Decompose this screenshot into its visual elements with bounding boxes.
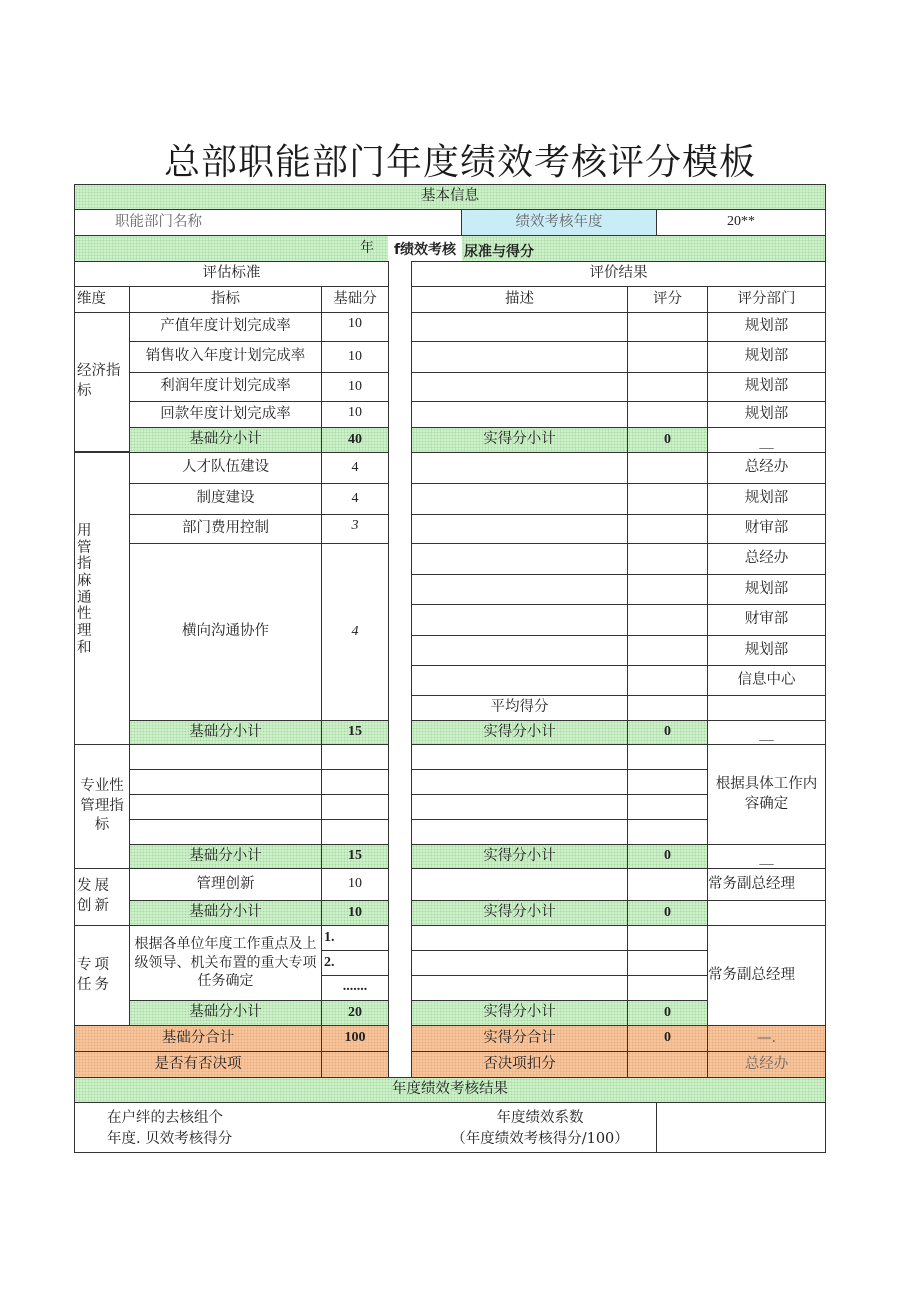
economic-actual: 0 — [627, 427, 708, 453]
professional-indicator[interactable] — [129, 794, 322, 820]
management-actual: 0 — [627, 720, 708, 745]
economic-base: 10 — [321, 312, 389, 342]
economic-score[interactable] — [627, 312, 708, 342]
economic-dept: 规划部 — [707, 312, 826, 342]
innovation-dept-blank — [707, 900, 826, 926]
result-right-text — [440, 1108, 640, 1150]
professional-actual: 0 — [627, 844, 708, 869]
economic-score[interactable] — [627, 341, 708, 373]
economic-base: 10 — [321, 401, 389, 428]
communication-score[interactable] — [627, 574, 708, 605]
economic-description[interactable] — [411, 372, 628, 402]
column-gap — [388, 261, 412, 1078]
professional-score[interactable] — [627, 794, 708, 820]
eval-result-header: 评价结果 — [411, 261, 826, 287]
innovation-actual-label: 实得分小计 — [411, 900, 628, 926]
innovation-dept: 常务副总经理 — [707, 868, 826, 901]
veto-deduct-label: 否决项扣分 — [411, 1051, 628, 1078]
management-dimension-char: 管 — [77, 539, 92, 556]
year-value: 20** — [656, 209, 826, 236]
scoring-dept-header: 评分部门 — [707, 286, 826, 313]
communication-score[interactable] — [627, 665, 708, 696]
special-item: ....... — [321, 975, 389, 1001]
economic-indicator: 产值年度计划完成率 — [129, 312, 322, 342]
professional-actual-label: 实得分小计 — [411, 844, 628, 869]
professional-indicator[interactable] — [129, 769, 322, 795]
professional-description[interactable] — [411, 794, 628, 820]
innovation-actual: 0 — [627, 900, 708, 926]
management-description[interactable] — [411, 452, 628, 484]
actual-total: 0 — [627, 1025, 708, 1052]
description-header: 描述 — [411, 286, 628, 313]
innovation-description[interactable] — [411, 868, 628, 901]
veto-deduct-value[interactable] — [627, 1051, 708, 1078]
veto-value[interactable] — [321, 1051, 389, 1078]
professional-description[interactable] — [411, 819, 628, 845]
management-indicator: 部门费用控制 — [129, 514, 322, 544]
professional-dimension: 专业性管理指标 — [74, 744, 130, 869]
average-score-dept — [707, 695, 826, 721]
management-subtotal: 15 — [321, 720, 389, 745]
innovation-dimension: 发展创新 — [74, 868, 130, 926]
management-score[interactable] — [627, 514, 708, 544]
veto-dept: 总经办 — [707, 1051, 826, 1078]
standard-header-mid: f绩效考核 — [388, 236, 462, 261]
economic-dash: __ — [707, 427, 826, 453]
page-title: 总部职能部门年度绩效考核评分模板 — [163, 142, 756, 183]
base-total: 100 — [321, 1025, 389, 1052]
economic-score[interactable] — [627, 401, 708, 428]
management-base: 4 — [321, 483, 389, 515]
special-subtotal: 20 — [321, 1000, 389, 1026]
economic-subtotal-label: 基础分小计 — [129, 427, 322, 453]
management-actual-label: 实得分小计 — [411, 720, 628, 745]
professional-base[interactable] — [321, 744, 389, 770]
dept-name-label: 职能部门名称 — [74, 209, 462, 236]
professional-base[interactable] — [321, 819, 389, 845]
dimension-header: 维度 — [74, 286, 130, 313]
management-dept: 总经办 — [707, 452, 826, 484]
management-dept: 规划部 — [707, 483, 826, 515]
communication-score[interactable] — [627, 543, 708, 575]
professional-score[interactable] — [627, 744, 708, 770]
result-header: 年度绩效考核结果 — [74, 1077, 826, 1103]
special-score[interactable] — [627, 925, 708, 951]
management-indicator: 人才队伍建设 — [129, 452, 322, 484]
communication-description[interactable] — [411, 635, 628, 666]
communication-description[interactable] — [411, 543, 628, 575]
innovation-score[interactable] — [627, 868, 708, 901]
special-item: 1. — [321, 925, 389, 951]
management-indicator: 制度建设 — [129, 483, 322, 515]
special-indicator: 根据各单位年度工作重点及上级领导、机关布置的重大专项任务确定 — [129, 925, 322, 1001]
innovation-base: 10 — [321, 868, 389, 901]
management-description[interactable] — [411, 514, 628, 544]
average-score-label: 平均得分 — [411, 695, 628, 721]
professional-description[interactable] — [411, 744, 628, 770]
special-dimension: 专项任务 — [74, 925, 130, 1026]
management-dimension — [74, 452, 130, 745]
communication-description[interactable] — [411, 604, 628, 636]
economic-actual-label: 实得分小计 — [411, 427, 628, 453]
eval-standard-header: 评估标准 — [74, 261, 389, 287]
management-base: 3 — [321, 514, 389, 544]
special-subtotal-label: 基础分小计 — [129, 1000, 322, 1026]
actual-total-label: 实得分合计 — [411, 1025, 628, 1052]
professional-dash: __ — [707, 844, 826, 869]
management-base: 4 — [321, 452, 389, 484]
economic-indicator: 回款年度计划完成率 — [129, 401, 322, 428]
result-left-line: 在户绊的去核组个 — [107, 1110, 223, 1126]
professional-subtotal-label: 基础分小计 — [129, 844, 322, 869]
special-actual-label: 实得分小计 — [411, 1000, 628, 1026]
professional-subtotal: 15 — [321, 844, 389, 869]
management-dash: __ — [707, 720, 826, 745]
economic-dept: 规划部 — [707, 372, 826, 402]
management-dimension-char: 麻 — [77, 573, 92, 590]
communication-description[interactable] — [411, 665, 628, 696]
communication-base: 4 — [321, 543, 389, 721]
professional-score[interactable] — [627, 819, 708, 845]
professional-indicator[interactable] — [129, 819, 322, 845]
economic-dimension: 经济指标 — [74, 312, 130, 452]
result-left-line: 年度. 贝效考核得分 — [107, 1131, 233, 1148]
special-item: 2. — [321, 950, 389, 976]
economic-score[interactable] — [627, 372, 708, 402]
communication-indicator: 横向沟通协作 — [129, 543, 322, 721]
economic-base: 10 — [321, 372, 389, 402]
communication-dept: 规划部 — [707, 635, 826, 666]
economic-subtotal: 40 — [321, 427, 389, 453]
total-dash: —. — [707, 1025, 826, 1052]
management-description[interactable] — [411, 483, 628, 515]
standard-header-left: 年 — [360, 240, 374, 256]
economic-description[interactable] — [411, 341, 628, 373]
special-dept: 常务副总经理 — [707, 925, 826, 1026]
professional-score[interactable] — [627, 769, 708, 795]
innovation-subtotal: 10 — [321, 900, 389, 926]
economic-description[interactable] — [411, 312, 628, 342]
communication-description[interactable] — [411, 574, 628, 605]
management-dimension-char: 理 — [77, 623, 92, 640]
result-right-line: 年度绩效系数 — [496, 1110, 584, 1126]
special-score[interactable] — [627, 950, 708, 976]
standard-header-right: 尿准与得分 — [464, 244, 534, 260]
management-dimension-char: 指 — [77, 556, 92, 573]
economic-base: 10 — [321, 341, 389, 373]
result-right-line: （年度绩效考核得分/100） — [451, 1131, 629, 1148]
management-score[interactable] — [627, 452, 708, 484]
result-left-text — [107, 1108, 232, 1150]
base-score-header: 基础分 — [321, 286, 389, 313]
year-label: 绩效考核年度 — [461, 209, 657, 236]
special-description[interactable] — [411, 925, 628, 951]
communication-score[interactable] — [627, 604, 708, 636]
indicator-header: 指标 — [129, 286, 322, 313]
communication-score[interactable] — [627, 635, 708, 666]
professional-indicator[interactable] — [129, 744, 322, 770]
average-score[interactable] — [627, 695, 708, 721]
management-subtotal-label: 基础分小计 — [129, 720, 322, 745]
economic-indicator: 销售收入年度计划完成率 — [129, 341, 322, 373]
innovation-indicator: 管理创新 — [129, 868, 322, 901]
basic-info-header: 基本信息 — [74, 184, 826, 210]
professional-dept: 根据具体工作内容确定 — [707, 744, 826, 845]
economic-description[interactable] — [411, 401, 628, 428]
innovation-subtotal-label: 基础分小计 — [129, 900, 322, 926]
management-dept: 财审部 — [707, 514, 826, 544]
communication-dept: 财审部 — [707, 604, 826, 636]
economic-dept: 规划部 — [707, 401, 826, 428]
veto-label: 是否有否决项 — [74, 1051, 322, 1078]
economic-indicator: 利润年度计划完成率 — [129, 372, 322, 402]
communication-dept: 总经办 — [707, 543, 826, 575]
professional-base[interactable] — [321, 769, 389, 795]
special-actual: 0 — [627, 1000, 708, 1026]
management-dimension-char: 用 — [77, 523, 92, 539]
communication-dept: 信息中心 — [707, 665, 826, 696]
score-header: 评分 — [627, 286, 708, 313]
special-description[interactable] — [411, 950, 628, 976]
special-description[interactable] — [411, 975, 628, 1001]
base-total-label: 基础分合计 — [74, 1025, 322, 1052]
special-score[interactable] — [627, 975, 708, 1001]
communication-dept: 规划部 — [707, 574, 826, 605]
management-dimension-char: 性 — [77, 606, 92, 623]
management-score[interactable] — [627, 483, 708, 515]
professional-description[interactable] — [411, 769, 628, 795]
economic-dept: 规划部 — [707, 341, 826, 373]
coefficient-value[interactable] — [656, 1102, 826, 1153]
professional-base[interactable] — [321, 794, 389, 820]
management-dimension-char: 和 — [77, 639, 92, 656]
management-dimension-char: 通 — [77, 589, 92, 606]
